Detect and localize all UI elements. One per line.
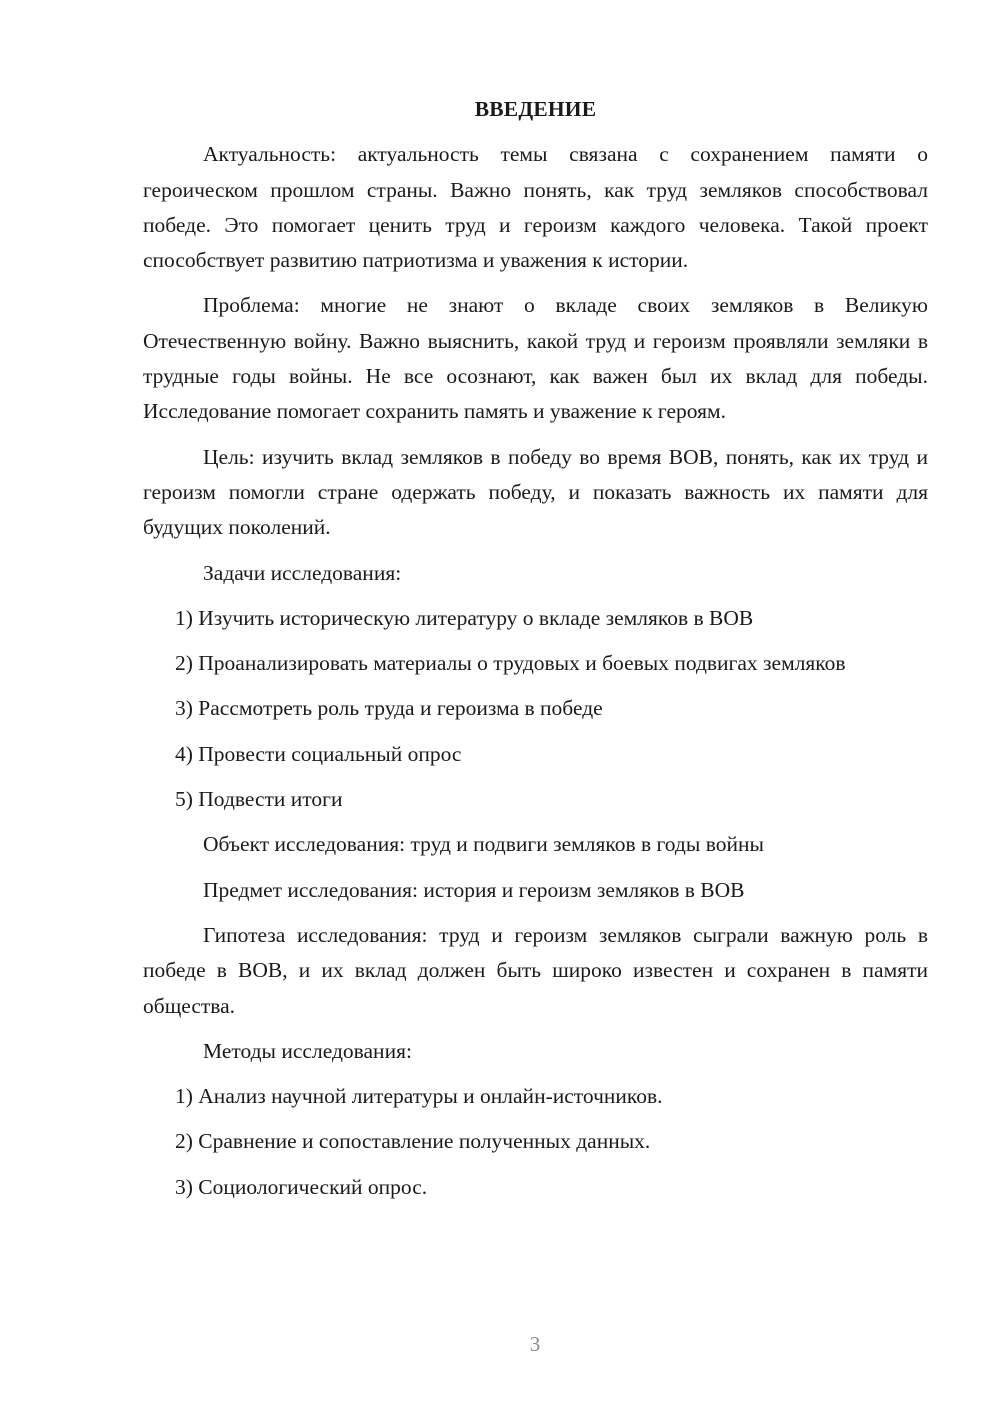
task-item: 1) Изучить историческую литературу о вкладе земляков в ВОВ	[175, 605, 754, 630]
task-item: 5) Подвести итоги	[175, 787, 343, 812]
task-item: 2) Проанализировать материалы о трудовых и боевых подвигах земляков	[175, 651, 846, 676]
relevance-paragraph: Актуальность: актуальность темы связана с сохранением памяти о героическом прошлом страны. Важно понять, как труд земляков способствовал победе. Это помогает ценить труд и героизм каждого человека. Такой проект способствует развитию патриотизма и уважения к истории.	[143, 142, 928, 273]
hypothesis-paragraph: Гипотеза исследования: труд и героизм земляков сыграли важную роль в победе в ВОВ, и их вклад должен быть широко известен и сохранен в памяти общества.	[143, 922, 928, 1018]
page-title: ВВЕДЕНИЕ	[474, 97, 597, 121]
task-item: 3) Рассмотреть роль труда и героизма в победе	[175, 696, 603, 721]
tasks-heading: Задачи исследования:	[203, 560, 402, 585]
method-item: 3) Социологический опрос.	[175, 1174, 428, 1199]
goal-paragraph: Цель: изучить вклад земляков в победу во время ВОВ, понять, как их труд и героизм помогли стране одержать победу, и показать важность их памяти для будущих поколений.	[143, 444, 928, 540]
research-subject: Предмет исследования: история и героизм земляков в ВОВ	[203, 877, 745, 902]
task-item: 4) Провести социальный опрос	[175, 741, 462, 766]
research-object: Объект исследования: труд и подвиги земляков в годы войны	[203, 832, 764, 857]
methods-heading: Методы исследования:	[203, 1038, 412, 1063]
method-item: 1) Анализ научной литературы и онлайн-источников.	[175, 1084, 663, 1109]
page-number: 3	[529, 1332, 541, 1356]
method-item: 2) Сравнение и сопоставление полученных данных.	[175, 1129, 651, 1154]
problem-paragraph: Проблема: многие не знают о вкладе своих земляков в Великую Отечественную войну. Важно выяснить, какой труд и героизм проявляли земляки в трудные годы войны. Не все осознают, как важен был их вклад для победы. Исследование помогает сохранить память и уважение к героям.	[143, 293, 928, 424]
document-page	[143, 92, 928, 1215]
